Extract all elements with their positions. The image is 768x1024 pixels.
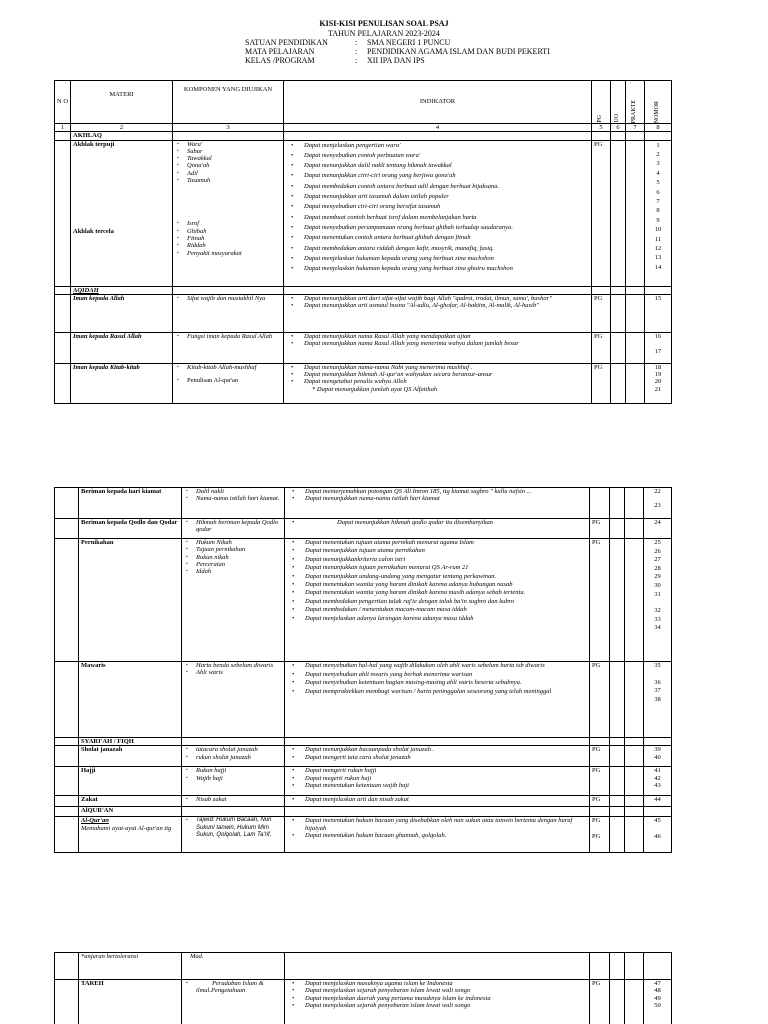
komponen-item: ▪ Adil: [175, 170, 281, 177]
komponen-item: ▪ Nisab zakat: [184, 796, 282, 803]
komponen-cell: [173, 294, 284, 332]
komponen-cell: [182, 662, 285, 738]
indikator-item: • Dapat menyebutkan hal-hal yang wajib dilakukan oleh ahli waris sebelum harta tsb diwaris: [287, 662, 587, 671]
komponen-cell: [182, 539, 285, 662]
indikator-item: • Dapat menunjukkan bacaanpada sholat janazah .: [287, 746, 587, 753]
indikator-item: • Dapat megerti rukun haji: [287, 775, 587, 782]
table-row: [55, 332, 672, 363]
indikator-item: • Dapat menentukan wanita yang haram dinikah karena masih adanya sebab tertentu.: [287, 589, 587, 597]
section-row-akhlaq: [55, 132, 672, 140]
komponen-item: ▪ Tawakkal: [175, 155, 281, 162]
indikator-item: • Dapat menjelaskan sejarah penyebaran islam lewat wali songo: [287, 987, 587, 994]
materi-title: Iman kepada Allah: [71, 294, 173, 332]
col-materi-header: MATERI: [71, 81, 173, 124]
table-row: [55, 662, 672, 738]
materi-title: Hajji: [79, 767, 182, 796]
indikator-cell: [284, 363, 592, 403]
nomor-cell: 39 40: [644, 746, 672, 767]
section-title: AQIDAH: [71, 286, 173, 294]
pg-cell: PG: [590, 796, 610, 807]
nomor-cell: 25 26 27 28 29 30 31 32 33 34: [644, 539, 672, 662]
pg-cell: PG: [590, 980, 610, 1024]
materi-title: Al-Qur'an: [81, 817, 109, 825]
komponen-item: ▪ Rukun nikah: [184, 554, 282, 561]
indikator-item: • Dapat menunjukkan ciiri-ciri orang yang berjiwa qona'ah: [286, 171, 589, 181]
nomor-cell: 44: [644, 796, 672, 807]
indikator-cell: [285, 519, 590, 539]
pg-cell: PG: [590, 539, 610, 662]
materi-title: Sholat janazah: [79, 746, 182, 767]
indikator-item: • Dapat menentukan wanita yang haram dinikah karena adanya hubungan nasab: [287, 581, 587, 589]
document-meta: [245, 38, 550, 65]
section-title: AlQUR'AN: [79, 807, 182, 817]
materi-title: Beriman kepada Qodlo dan Qodar: [79, 519, 182, 539]
indikator-item: • Dapat menunjukkan dalil nakli tentang hikmah tawakkal: [286, 161, 589, 171]
indikator-item: • Dapat menentukan hukum bacaan ghunnah, qolqolah.: [287, 832, 587, 839]
nomor-cell: 47 48 49 50: [644, 980, 672, 1024]
meta-label: SATUAN PENDIDIKAN: [245, 38, 328, 47]
section-row-syariah: [55, 738, 672, 746]
indikator-item: • Dapat menjelaskan daerah yang pertama masuknya islam ke indonesia: [287, 995, 587, 1002]
nomor-cell: 45 46: [644, 817, 672, 853]
indikator-item: • Dapat menjelaskan hukuman kepada orang yang berbuat zina ghoiru muchshon: [286, 264, 589, 274]
indikator-item: • Dapat menyebutkan ciri-ciri orang bersifat tasamuh: [286, 202, 589, 212]
indikator-item: • Dapat menterjemahkan potongan QS Ali Imron 185, ttg kiamat sughro " kullu nafsin ...: [287, 488, 587, 495]
nomor-cell: 16 17: [645, 332, 672, 363]
indikator-item: • Dapat menunjukkan hikmah Al-qur'an wahyukan secara beransur-ansur: [286, 371, 589, 378]
meta-label: KELAS /PROGRAM: [245, 56, 315, 65]
indikator-item: • Dapat menjelaskan hukuman kepada orang yang berbuat zina muchshon: [286, 254, 589, 264]
komponen-item: ▪ Penyakit masyarakat: [175, 250, 281, 257]
komponen-item: ▪ tatacara sholat janazah: [184, 746, 282, 753]
indikator-cell: [285, 539, 590, 662]
indikator-item: • Dapat menentukan hukum bacaan yang disebabkan oleh nun sukun atau tanwin bertemu dengan huruf hijaiyah: [287, 817, 587, 832]
indikator-item: • Dapat menunjukkan arti asmaul husna "Al-adlu, Al-ghofar, Al-hakiim, Al-malik, Al-hasib": [286, 302, 589, 309]
indikator-item: • Dapat menunjukkankriteria calon istri: [287, 556, 587, 564]
komponen-item: ▪ Isrof: [175, 220, 281, 227]
col-num: 2: [71, 124, 173, 132]
pg-cell: PG: [590, 767, 610, 796]
indikator-item: • Dapat menunjukkan arti dari sifat-sifat wajib bagi Allah "qudrot, irodat, ilmun, sama', bashor": [286, 295, 589, 302]
indikator-cell: [285, 662, 590, 738]
komponen-cell: [182, 796, 285, 807]
materi-cell: [71, 140, 173, 286]
indikator-item: • Dapat menunjukkan nama Rasul Allah yang mendapatkan ujian: [286, 333, 589, 340]
indikator-item: • Dapat menentukan contoh antara berbuat ghibah dengan fitnah: [286, 233, 589, 243]
komponen-cell: [182, 519, 285, 539]
materi-title: Pernikahan: [79, 539, 182, 662]
kisi-table-page-3: [54, 952, 671, 1024]
col-num: 6: [611, 124, 626, 132]
komponen-item: ▪ Qona'ah: [175, 162, 281, 169]
indikator-item: • Dapat menunjukkan tujuan utama pernikahan: [287, 547, 587, 555]
indikator-item: • Dapat menyebutkan contoh perbuatan wara': [286, 151, 589, 161]
indikator-item: • Dapat mengerti tata cara sholat jenazah: [287, 754, 587, 761]
indikator-item: • Dapat menjelaskan arti dan nisab zakat: [287, 796, 587, 803]
column-number-row: [55, 124, 672, 132]
pg-cell: PG: [592, 363, 611, 403]
materi-title: Iman kepada Kitab-kitab: [71, 363, 173, 403]
komponen-item: ▪ rukun sholat janazah: [184, 754, 282, 761]
table-row: [55, 980, 672, 1024]
table-row: [55, 488, 672, 519]
indikator-item: • Dapat membuat contoh berbuat isrof dalam membelanjakan harta: [286, 213, 589, 223]
indikator-item: • Dapat menjelaskan adanya larangan karena adanya masa iddah: [287, 615, 587, 623]
nomor-cell: 24: [644, 519, 672, 539]
pg-cell: PG: [590, 746, 610, 767]
pg-cell: PG: [592, 332, 611, 363]
pg-cell: PG: [590, 662, 610, 738]
indikator-item: • Dapat menunjukkan arti tasamuh dalam istilah populer: [286, 192, 589, 202]
nomor-cell: 22 23: [644, 488, 672, 519]
indikator-cell: [285, 488, 590, 519]
section-row-aqidah: [55, 286, 672, 294]
col-num: 4: [284, 124, 592, 132]
komponen-item: ▪ Tujuan pernikahan: [184, 546, 282, 553]
table-row: [55, 363, 672, 403]
indikator-cell: [284, 294, 592, 332]
indikator-cell: [285, 767, 590, 796]
komponen-item: ▪ Hukum Nikah: [184, 539, 282, 546]
indikator-item: • Dapat menyebutkan ahli nwaris yang berhak menerima warisan: [287, 671, 587, 680]
komponen-item: ▪ Peradaban Islam &: [184, 980, 282, 987]
kisi-table-page-1: [54, 80, 671, 404]
indikator-item: • Dapat membedakan contoh antara berbuat adil dengan berbuat bijaksana.: [286, 182, 589, 192]
komponen-item: ▪ Wajib haji: [184, 775, 282, 782]
komponen-item: ▪ Kitab-kitab Allah-mushhaf: [175, 364, 281, 371]
col-num: 7: [626, 124, 645, 132]
table-row: [55, 746, 672, 767]
indikator-item: • Dapat menunjukkan nama-nama istilah hari kiamat: [287, 495, 587, 502]
nomor-cell: 15: [645, 294, 672, 332]
komponen-item: ▪ Ghibah: [175, 228, 281, 235]
indikator-item: • Dapat menunjukkan undang-undang yang mengatur tentang perkawinan.: [287, 573, 587, 581]
komponen-item: ▪ Tasamuh: [175, 177, 281, 184]
materi-title: Akhlak tercela: [73, 227, 114, 235]
materi-title: *anjuran bertoleransi: [79, 953, 182, 980]
pg-cell: PG: [592, 140, 611, 286]
nomor-cell: 1 2 3 4 5 6 7 8 9 10 11 12 13 14: [645, 140, 672, 286]
komponen-cell: [182, 817, 285, 853]
materi-title: TAREH: [79, 980, 182, 1024]
col-num: 3: [173, 124, 284, 132]
indikator-item: • Dapat menjelaskan masuknya agama islam ke Indonesia: [287, 980, 587, 987]
indikator-item: * Dapat menunjukkan jumlah ayat QS Alfatihah: [312, 385, 438, 393]
nomor-cell: 18 19 20 21: [645, 363, 672, 403]
indikator-item: • Dapat membedakan pengertian talak raj'ie dengan talak ba'in sughro dan kubro: [287, 598, 587, 606]
nomor-cell: 41 42 43: [644, 767, 672, 796]
komponen-item: ▪ Harta benda sebelum diwaris: [184, 662, 282, 669]
meta-value: XII IPA DAN IPS: [367, 56, 425, 65]
meta-label: MATA PELAJARAN: [245, 47, 315, 56]
komponen-item: ▪ Penulisan Al-qur'an: [175, 377, 281, 384]
komponen-item: ilmul.Pengetahuan: [196, 987, 246, 995]
komponen-item: ▪ Perceraian: [184, 561, 282, 568]
komponen-cell: [182, 980, 285, 1024]
komponen-cell: [173, 332, 284, 363]
section-title: AKHLAQ: [71, 132, 173, 140]
col-komponen-header: KOMPONEN YANG DIUJIKAN: [173, 81, 284, 124]
komponen-item: ▪ Hikmah beriman kepada Qodlo qodar: [184, 519, 282, 534]
indikator-item: • Dapat menjelaskan pengertian wara': [286, 141, 589, 151]
komponen-cell: [182, 488, 285, 519]
meta-value: SMA NEGERI 1 PUNCU: [367, 38, 451, 47]
komponen-item: ▪ Ahli waris: [184, 669, 282, 676]
komponen-item: ▪ Fungsi iman kepada Rasul Allah: [175, 333, 281, 340]
kisi-table-page-2: [54, 487, 671, 853]
table-row: [55, 140, 672, 286]
indikator-item: • Dapat membedakan / menentukan macam-macam masa iddah: [287, 606, 587, 614]
indikator-item: • Dapat mengetahui penulis wahyu Alloh: [286, 378, 589, 385]
materi-title: Mawaris: [79, 662, 182, 738]
materi-cell: [79, 817, 182, 853]
indikator-item: • Dapat mengerti rukun hajji: [287, 767, 587, 774]
indikator-item: • Dapat menunjukkan nama Rasul Allah yang menerima wahyu dalam jumlah besar: [286, 340, 589, 347]
table-row: [55, 953, 672, 980]
section-row-alquran: [55, 807, 672, 817]
meta-value: PENDIDIKAN AGAMA ISLAM DAN BUDI PEKERTI: [367, 47, 550, 56]
pg-cell: PG: [590, 519, 610, 539]
col-num: 8: [645, 124, 672, 132]
indikator-item: • Dapat mempraktekkan membagi warisan / harta peninggalan seseorang yang telah meninggal: [287, 688, 587, 697]
table-row: [55, 539, 672, 662]
col-pg-header: PG: [592, 81, 611, 124]
indikator-item: • Dapat menentukan tujuan utama pernikah menurut agama Islam: [287, 539, 587, 547]
document-title: KISI-KISI PENULISAN SOAL PSAJ: [319, 19, 449, 28]
meta-row-mapel: MATA PELAJARAN : PENDIDIKAN AGAMA ISLAM DAN BUDI PEKERTI: [245, 47, 550, 56]
komponen-cell: [173, 363, 284, 403]
indikator-cell: [284, 140, 592, 286]
indikator-item: • Dapat menyebutkan perumpamaan orang berbuat ghibah terhadap saudaranya.: [286, 223, 589, 233]
table-row: [55, 767, 672, 796]
academic-year: TAHUN PELAJARAN 2023-2024: [328, 29, 440, 38]
indikator-item: • Dapat menentukan ketentuan wajib haji: [287, 782, 587, 789]
col-uo-header: UO: [611, 81, 626, 124]
indikator-item: • Dapat menunjukkan tujuan pernikahan menurut QS Ar-rum 21: [287, 564, 587, 572]
col-num: 5: [592, 124, 611, 132]
materi-title: Beriman kepada hari kiamat: [79, 488, 182, 519]
col-num: 1: [55, 124, 71, 132]
table-row: [55, 817, 672, 853]
indikator-item: • Dapat menyebutkan ketentuan bagian masing-masing ahli waris beserta sebabnya.: [287, 679, 587, 688]
pg-cell: PG: [592, 294, 611, 332]
indikator-cell: [284, 332, 592, 363]
komponen-item: ▪ Iddah: [184, 568, 282, 575]
col-nomor-header: NOMOR: [645, 81, 672, 124]
col-prakte-header: PRAKTE: [626, 81, 645, 124]
meta-row-kelas: KELAS /PROGRAM : XII IPA DAN IPS: [245, 56, 425, 65]
komponen-item: ▪ Sabar: [175, 148, 281, 155]
indikator-cell: [285, 796, 590, 807]
materi-subtitle: Memahami ayat-ayat Al-qur'an ttg: [81, 824, 172, 832]
indikator-cell: [285, 980, 590, 1024]
komponen-item: ▪ Sifat wajib dan mustakhil Nya: [175, 295, 281, 302]
indikator-item: • Dapat membedakan antara riddah dengan kafir, musyrik, munafiq, fasiq.: [286, 244, 589, 254]
materi-title: Akhlak terpuji: [73, 140, 115, 148]
komponen-cell: [173, 140, 284, 286]
indikator-item: • Dapat menunjukkan nama-nama Nabi yang menerima mushhaf .: [286, 364, 589, 371]
komponen-item: ▪ Dalil nakli: [184, 488, 282, 495]
materi-title: Iman kepada Rasul Allah: [71, 332, 173, 363]
komponen-cell: [182, 746, 285, 767]
table-row: [55, 796, 672, 807]
indikator-cell: [285, 746, 590, 767]
komponen-item: Mad.: [182, 953, 285, 980]
indikator-item: • Dapat menjelaskan sejarah penyebaran islam lewat wali songo: [287, 1002, 587, 1009]
nomor-cell: 35 36 37 38: [644, 662, 672, 738]
indikator-item: • Dapat menunjukkan hikmah qodlo qodar itu disembunyikan: [287, 519, 587, 526]
komponen-item: ▪ Rukun hajji: [184, 767, 282, 774]
pg-cell: PG PG: [590, 817, 610, 853]
komponen-item: ▪ Nama-nama istilah hari kiamat.: [184, 495, 282, 502]
komponen-item: ▪ Riddah: [175, 242, 281, 249]
komponen-item: ▪ Wara': [175, 141, 281, 148]
table-row: [55, 519, 672, 539]
komponen-item: ▪ Fitnah: [175, 235, 281, 242]
col-indikator-header: INDIKATOR: [284, 81, 592, 124]
materi-title: Zakat: [79, 796, 182, 807]
table-row: [55, 294, 672, 332]
indikator-cell: [285, 817, 590, 853]
meta-row-satuan: SATUAN PENDIDIKAN : SMA NEGERI 1 PUNCU: [245, 38, 451, 47]
section-title: SYARI'AH / FIQH: [79, 738, 182, 746]
komponen-cell: [182, 767, 285, 796]
komponen-item: ▪ Tajwid: Hukum Bacaan, Nun Sukun/ tanwin, Hukum Mim Sukun, Qolqolah, Lam Ta'rif,: [184, 817, 282, 839]
col-no-header: N O: [55, 81, 71, 124]
